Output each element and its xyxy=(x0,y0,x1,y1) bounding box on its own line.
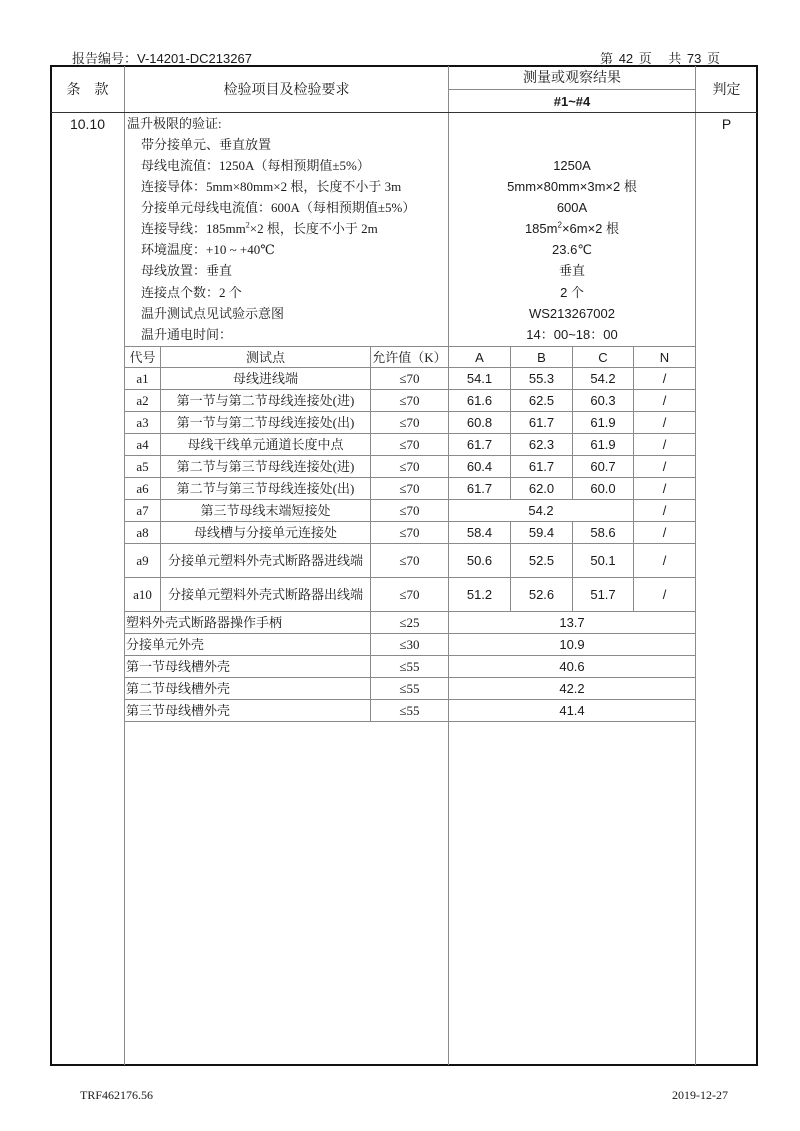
row-value-a: 61.6 xyxy=(466,393,493,408)
row-point: 第二节与第三节母线连接处(出) xyxy=(176,481,355,496)
row-value-n: / xyxy=(662,393,667,408)
col-b: B xyxy=(537,349,546,365)
row-code: a10 xyxy=(133,587,152,602)
issue-date: 2019-12-27 xyxy=(672,1088,728,1102)
row-code: a6 xyxy=(136,481,149,496)
requirement-7: 连接点个数：2 个 xyxy=(141,285,242,300)
divider-result xyxy=(695,66,696,1065)
result-5: 23.6℃ xyxy=(552,242,592,257)
row-value-b: 62.5 xyxy=(528,393,555,408)
row-value-b: 52.5 xyxy=(528,553,555,568)
row-value-n: / xyxy=(662,459,667,474)
row-value-c: 61.9 xyxy=(590,415,616,430)
row-value-b: 55.3 xyxy=(528,371,555,386)
row-point: 第一节与第二节母线连接处(出) xyxy=(176,415,355,430)
row-value-a: 61.7 xyxy=(466,437,493,452)
row-value-a: 54.1 xyxy=(466,371,493,386)
row-value-c: 60.7 xyxy=(590,459,616,474)
row-code: a5 xyxy=(136,459,149,474)
result-7: 2 个 xyxy=(560,285,584,300)
clause-number: 10.10 xyxy=(69,115,106,132)
row-value-n: / xyxy=(662,481,667,496)
enclosure-limit: ≤55 xyxy=(399,681,420,696)
row-limit: ≤70 xyxy=(399,525,420,540)
header-clause: 条 款 xyxy=(66,80,109,97)
row-value-b: 62.0 xyxy=(528,481,555,496)
enclosure-value: 41.4 xyxy=(559,703,585,718)
row-code: a4 xyxy=(136,437,149,452)
enclosure-point: 第三节母线槽外壳 xyxy=(126,703,231,718)
row-value-n: / xyxy=(662,437,667,452)
row-code: a1 xyxy=(136,371,149,386)
requirement-0: 带分接单元、垂直放置 xyxy=(141,137,272,152)
row-value-a: 50.6 xyxy=(466,553,493,568)
col-a: A xyxy=(475,349,484,365)
row-divider xyxy=(124,721,695,722)
col-c: C xyxy=(598,349,608,365)
form-number: TRF462176.56 xyxy=(80,1088,154,1102)
row-value-b: 61.7 xyxy=(528,415,555,430)
row-code: a2 xyxy=(136,393,149,408)
enclosure-point: 第一节母线槽外壳 xyxy=(126,659,231,674)
result-1: 1250A xyxy=(553,158,591,173)
enclosure-point: 分接单元外壳 xyxy=(126,637,205,652)
enclosure-limit: ≤25 xyxy=(399,615,420,630)
row-value-b: 61.7 xyxy=(528,459,555,474)
row-value-b: 62.3 xyxy=(528,437,555,452)
row-value-c: 51.7 xyxy=(590,587,616,602)
result-4: $185m^2\times 6m\times 2$ 根 xyxy=(524,220,620,236)
row-value-c: 61.9 xyxy=(590,437,616,452)
row-value-n: / xyxy=(662,587,667,602)
row-point: 第一节与第二节母线连接处(进) xyxy=(176,393,355,408)
row-value-a: 60.8 xyxy=(466,415,493,430)
page-mid: 页 xyxy=(638,51,652,66)
col-n: N xyxy=(659,349,670,365)
row-point: 第二节与第三节母线连接处(进) xyxy=(176,459,355,474)
row-value-n: / xyxy=(662,415,667,430)
enclosure-point: 塑料外壳式断路器操作手柄 xyxy=(126,615,283,630)
row-value-a: 61.7 xyxy=(466,481,493,496)
row-value-n: / xyxy=(662,371,667,386)
enclosure-value: 40.6 xyxy=(559,659,585,674)
row-point: 母线干线单元通道长度中点 xyxy=(187,437,344,452)
row-code: a7 xyxy=(136,503,149,518)
row-limit: ≤70 xyxy=(399,503,420,518)
clause-title: 温升极限的验证: xyxy=(127,116,222,131)
row-code: a3 xyxy=(136,415,149,430)
col-limit: 允许值（K） xyxy=(372,349,447,365)
total-prefix: 共 xyxy=(668,51,682,66)
row-value-c: 50.1 xyxy=(590,553,616,568)
requirement-2: 连接导体：5mm×80mm×2 根，长度不小于 3m xyxy=(141,179,402,194)
row-value-a: 58.4 xyxy=(466,525,493,540)
row-value-b: 52.6 xyxy=(528,587,555,602)
row-point: 母线槽与分接单元连接处 xyxy=(193,525,337,540)
report-number-value: V-14201-DC213267 xyxy=(137,51,252,66)
row-limit: ≤70 xyxy=(399,553,420,568)
page-total: 73 xyxy=(686,51,702,66)
requirement-8: 温升测试点见试验示意图 xyxy=(141,306,285,321)
row-value-c: 54.2 xyxy=(590,371,616,386)
row-value-c: 60.0 xyxy=(590,481,616,496)
enclosure-limit: ≤55 xyxy=(399,703,420,718)
page-prefix: 第 xyxy=(600,51,614,66)
requirement-5: 环境温度：+10 ~ +40℃ xyxy=(141,242,275,257)
enclosure-value: 10.9 xyxy=(559,637,585,652)
row-value-n: / xyxy=(662,553,667,568)
clause-verdict: P xyxy=(721,115,732,132)
header-item: 检验项目及检验要求 xyxy=(223,80,350,97)
row-limit: ≤70 xyxy=(399,393,420,408)
enclosure-limit: ≤55 xyxy=(399,659,420,674)
row-limit: ≤70 xyxy=(399,437,420,452)
enclosure-value: 42.2 xyxy=(559,681,585,696)
row-point: 分接单元塑料外壳式断路器进线端 xyxy=(167,553,363,568)
page-current: 42 xyxy=(618,51,634,66)
result-9: 14：00~18：00 xyxy=(526,327,618,342)
requirement-1: 母线电流值：1250A（每相预期值±5%） xyxy=(141,158,370,173)
row-code: a9 xyxy=(136,553,149,568)
row-limit: ≤70 xyxy=(399,415,420,430)
requirement-6: 母线放置：垂直 xyxy=(141,263,233,278)
result-3: 600A xyxy=(556,200,588,215)
header-samples: #1~#4 xyxy=(553,93,591,109)
row-point: 第三节母线末端短接处 xyxy=(200,503,331,518)
result-8: WS213267002 xyxy=(528,306,615,321)
total-suffix: 页 xyxy=(706,51,720,66)
row-value-a: 51.2 xyxy=(466,587,493,602)
requirement-3: 分接单元母线电流值：600A（每相预期值±5%） xyxy=(141,200,416,215)
header-results: 测量或观察结果 xyxy=(523,69,621,85)
row-limit: ≤70 xyxy=(399,371,420,386)
row-limit: ≤70 xyxy=(399,587,420,602)
enclosure-limit: ≤30 xyxy=(399,637,420,652)
row-point: 分接单元塑料外壳式断路器出线端 xyxy=(167,587,363,602)
row-value-c: 58.6 xyxy=(590,525,616,540)
row-value-b: 59.4 xyxy=(528,525,555,540)
col-point: 测试点 xyxy=(245,349,285,365)
row-value-n: / xyxy=(662,503,667,518)
row-code: a8 xyxy=(136,525,149,540)
requirement-4: 连接导线：$185mm^2\times 2$ 根，长度不小于 2m xyxy=(141,220,378,236)
enclosure-point: 第二节母线槽外壳 xyxy=(126,681,231,696)
row-limit: ≤70 xyxy=(399,459,420,474)
row-point: 母线进线端 xyxy=(232,371,298,386)
row-value-n: / xyxy=(662,525,667,540)
result-6: 垂直 xyxy=(558,263,585,278)
enclosure-value: 13.7 xyxy=(559,615,585,630)
col-code: 代号 xyxy=(129,349,156,365)
row-value-a: 60.4 xyxy=(466,459,493,474)
requirement-9: 温升通电时间： xyxy=(141,327,233,342)
row-limit: ≤70 xyxy=(399,481,420,496)
row-value-c: 60.3 xyxy=(590,393,616,408)
header-verdict: 判定 xyxy=(712,80,741,97)
row-value-abc: 54.2 xyxy=(528,503,554,518)
report-number-label: 报告编号： xyxy=(72,51,138,66)
result-2: 5mm×80mm×3m×2 根 xyxy=(507,179,637,194)
